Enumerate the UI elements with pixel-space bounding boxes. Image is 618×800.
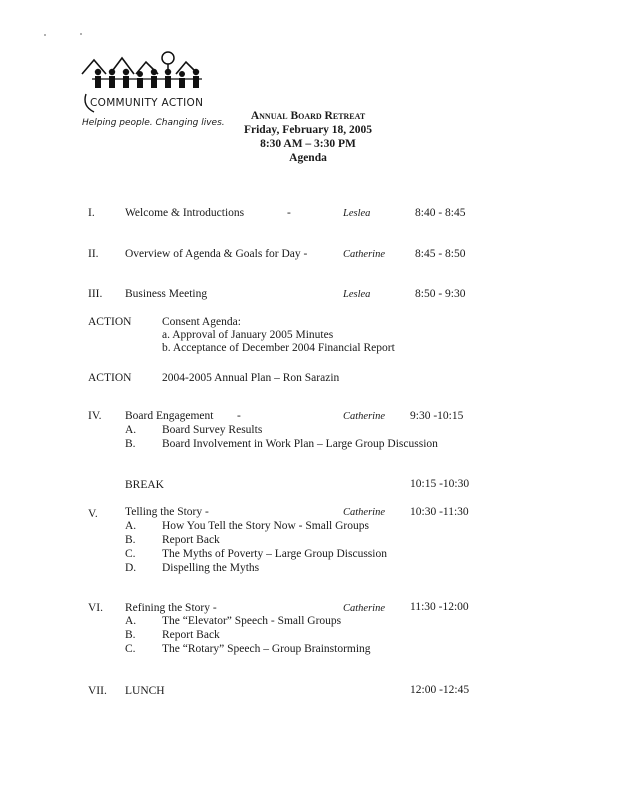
subitem-text: How You Tell the Story Now - Small Groups <box>162 520 369 532</box>
subitem-letter: D. <box>125 562 137 574</box>
action-label: ACTION <box>88 316 132 328</box>
header-subtitle: Agenda <box>289 152 327 164</box>
item-time: 8:40 - 8:45 <box>415 207 466 219</box>
item-time: 8:50 - 9:30 <box>415 288 466 300</box>
subitem-letter: B. <box>125 534 136 546</box>
item-number: VI. <box>88 602 104 614</box>
subitem-text: The Myths of Poverty – Large Group Discussion <box>162 548 387 560</box>
item-dash: - <box>287 207 291 219</box>
item-title: Business Meeting <box>125 288 208 300</box>
subitem-text: The “Elevator” Speech - Small Groups <box>162 615 342 627</box>
subitem-letter: A. <box>125 615 137 627</box>
community-action-logo <box>80 48 225 138</box>
presenter-name: Catherine <box>343 507 385 518</box>
item-title: Overview of Agenda & Goals for Day - <box>125 248 308 260</box>
subitem-letter: A. <box>125 520 137 532</box>
item-time: 12:00 -12:45 <box>410 684 470 696</box>
action-title: 2004-2005 Annual Plan – Ron Sarazin <box>162 372 340 384</box>
item-number: III. <box>88 288 103 300</box>
item-title: Welcome & Introductions <box>125 207 245 219</box>
item-time: 10:30 -11:30 <box>410 506 469 518</box>
item-time: 9:30 -10:15 <box>410 410 464 422</box>
break-title: BREAK <box>125 479 164 491</box>
logo-org-name: COMMUNITY ACTION <box>90 97 204 109</box>
item-number: II. <box>88 248 99 260</box>
action-subitem: b. Acceptance of December 2004 Financial Report <box>162 342 395 354</box>
subitem-text: Report Back <box>162 629 220 641</box>
subitem-letter: C. <box>125 548 136 560</box>
presenter-name: Leslea <box>343 289 371 300</box>
header-date: Friday, February 18, 2005 <box>243 124 373 136</box>
action-subitem: a. Approval of January 2005 Minutes <box>162 329 334 341</box>
subitem-letter: B. <box>125 629 136 641</box>
item-number: I. <box>88 207 95 219</box>
item-number: V. <box>88 508 98 520</box>
subitem-text: Report Back <box>162 534 220 546</box>
presenter-name: Catherine <box>343 603 385 614</box>
scan-speck <box>44 34 46 36</box>
subitem-text: The “Rotary” Speech – Group Brainstorming <box>162 643 371 655</box>
item-title: Board Engagement <box>125 410 214 422</box>
action-label: ACTION <box>88 372 132 384</box>
subitem-letter: B. <box>125 438 136 450</box>
subitem-text: Dispelling the Myths <box>162 562 260 574</box>
subitem-text: Board Involvement in Work Plan – Large Group Discussion <box>162 438 438 450</box>
subitem-text: Board Survey Results <box>162 424 263 436</box>
item-time: 11:30 -12:00 <box>410 601 469 613</box>
subitem-letter: A. <box>125 424 137 436</box>
item-number: IV. <box>88 410 102 422</box>
presenter-name: Catherine <box>343 411 385 422</box>
presenter-name: Catherine <box>343 249 385 260</box>
logo-tagline: Helping people. Changing lives. <box>82 118 225 128</box>
item-title: Refining the Story - <box>125 602 217 614</box>
page-title: Annual Board Retreat <box>250 110 366 122</box>
subitem-letter: C. <box>125 643 136 655</box>
item-time: 8:45 - 8:50 <box>415 248 466 260</box>
item-dash: - <box>237 410 241 422</box>
item-title: Telling the Story - <box>125 506 209 518</box>
presenter-name: Leslea <box>343 208 371 219</box>
item-number: VII. <box>88 685 107 697</box>
header-time: 8:30 AM – 3:30 PM <box>260 138 356 150</box>
item-title: LUNCH <box>125 685 165 697</box>
action-title: Consent Agenda: <box>162 316 241 328</box>
item-time: 10:15 -10:30 <box>410 478 470 490</box>
scan-speck <box>80 33 82 35</box>
